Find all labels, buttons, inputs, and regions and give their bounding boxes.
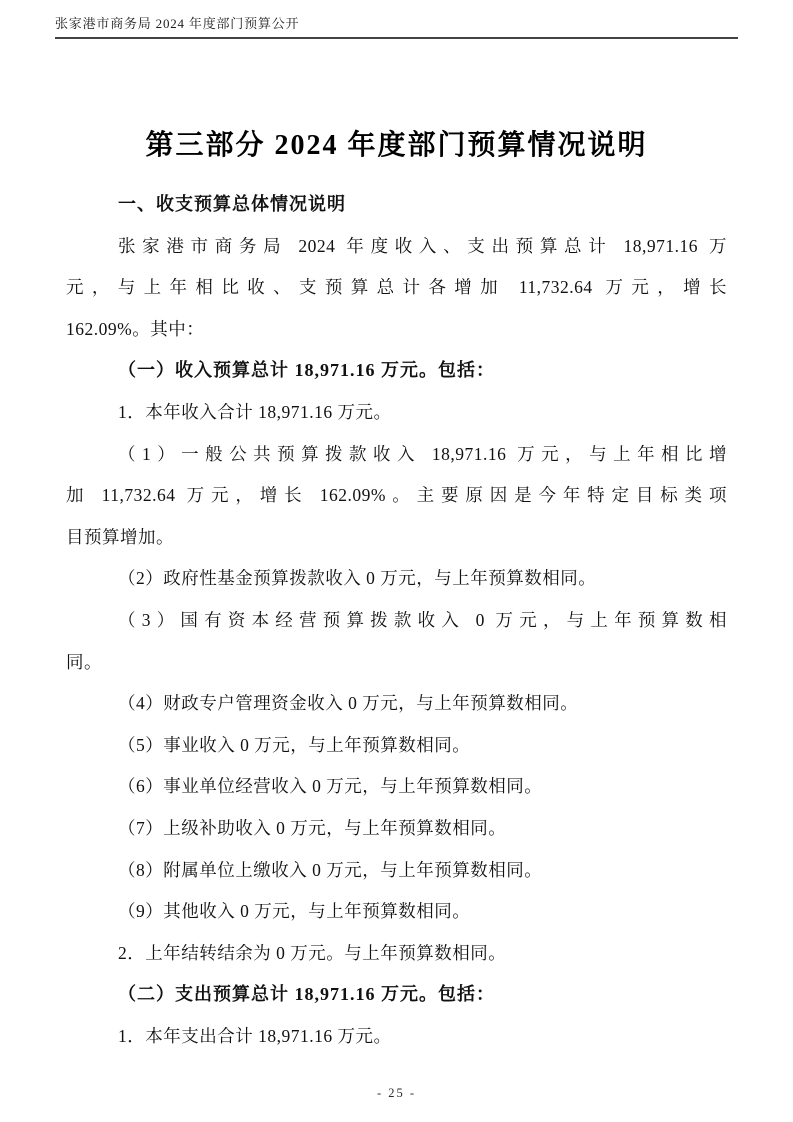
subheading-income-total-line: （一）收入预算总计 18,971.16 万元。包括：	[118, 360, 495, 381]
para-income-item-4-line: （4）财政专户管理资金收入 0 万元，与上年预算数相同。	[118, 693, 579, 714]
page-title: 第三部分 2024 年度部门预算情况说明	[145, 129, 648, 161]
para-expenditure-year-total-line: 1．本年支出合计 18,971.16 万元。	[118, 1025, 392, 1046]
para-income-item-5-line: （5）事业收入 0 万元，与上年预算数相同。	[118, 734, 471, 755]
para-income-item-1-line: （1）一般公共预算拨款收入 18,971.16 万元，与上年相比增	[118, 443, 727, 464]
page-header-title: 张家港市商务局 2024 年度部门预算公开	[55, 13, 738, 39]
document-body	[66, 184, 727, 1057]
para-income-year-total-line: 1．本年收入合计 18,971.16 万元。	[118, 401, 392, 422]
para-carryover-line: 2．上年结转结余为 0 万元。与上年预算数相同。	[118, 942, 507, 963]
para-total-budget-line: 162.09%。其中：	[66, 318, 205, 339]
subheading-expenditure-total-line: （二）支出预算总计 18,971.16 万元。包括：	[118, 984, 495, 1005]
para-total-budget-line: 元，与上年相比收、支预算总计各增加 11,732.64 万元，增长	[66, 277, 727, 298]
para-total-budget-line: 张家港市商务局 2024 年度收入、支出预算总计 18,971.16 万	[118, 235, 727, 256]
para-income-item-6-line: （6）事业单位经营收入 0 万元，与上年预算数相同。	[118, 776, 543, 797]
para-income-item-7-line: （7）上级补助收入 0 万元，与上年预算数相同。	[118, 817, 507, 838]
para-income-item-9-line: （9）其他收入 0 万元，与上年预算数相同。	[118, 901, 471, 922]
para-income-item-2-line: （2）政府性基金预算拨款收入 0 万元，与上年预算数相同。	[118, 568, 597, 589]
para-income-item-3-line: 同。	[66, 651, 102, 672]
section-heading-overview-line: 一、收支预算总体情况说明	[118, 194, 346, 214]
para-income-item-3-line: （3）国有资本经营预算拨款收入 0 万元，与上年预算数相	[118, 609, 727, 630]
para-income-item-1-line: 加 11,732.64 万元，增长 162.09%。主要原因是今年特定目标类项	[66, 485, 727, 506]
para-income-item-8-line: （8）附属单位上缴收入 0 万元，与上年预算数相同。	[118, 859, 543, 880]
para-income-item-1-line: 目预算增加。	[66, 526, 174, 547]
page-number: - 25 -	[376, 1086, 417, 1100]
